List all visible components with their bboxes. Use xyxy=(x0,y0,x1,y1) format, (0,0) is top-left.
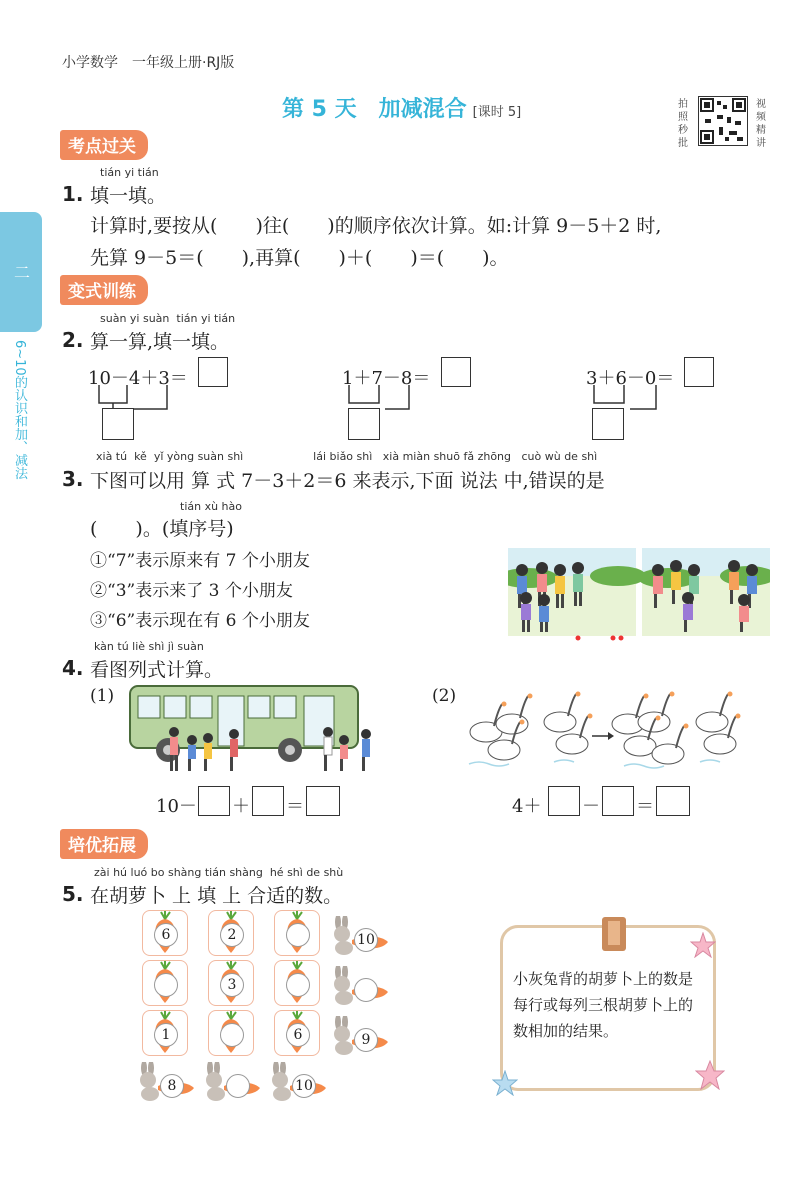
q1-title: 填一填。 xyxy=(90,185,167,207)
rabbit-with-carrot xyxy=(202,1062,264,1102)
carrot-cell[interactable] xyxy=(208,1010,254,1056)
q3-line2: ( )。(填序号) xyxy=(90,518,234,540)
q2-eq3: 3＋6－0＝ xyxy=(586,368,675,389)
q1-line1: 计算时,要按从( )往( )的顺序依次计算。如:计算 9－5＋2 时, xyxy=(90,215,662,237)
carrot-cell[interactable] xyxy=(274,1010,320,1056)
qr-left-label: 拍照秒批 xyxy=(678,99,688,149)
q3-option-3: ③“6”表示现在有 6 个小朋友 xyxy=(90,611,310,631)
answer-box[interactable] xyxy=(198,357,228,387)
side-tab-number: 二 xyxy=(14,263,31,282)
q5-title: 在胡萝卜 上 填 上 合适的数。 xyxy=(90,885,343,907)
carrot-number[interactable] xyxy=(154,973,178,997)
q1-number: 1. xyxy=(62,182,84,206)
qr-code-icon[interactable] xyxy=(698,96,748,146)
carrot-number: 2 xyxy=(220,923,244,947)
q3-pinyin2: tián xù hào xyxy=(180,500,242,513)
children-illustration xyxy=(508,548,770,642)
carrot-cell[interactable] xyxy=(208,960,254,1006)
rabbit-sum-number: 8 xyxy=(160,1074,184,1098)
star-icon xyxy=(492,1070,518,1096)
q2-eq2: 1＋7－8＝ xyxy=(342,368,431,389)
rabbit-with-carrot xyxy=(136,1062,198,1102)
section-badge-3: 培优拓展 xyxy=(60,829,148,859)
rabbit-with-carrot xyxy=(268,1062,330,1102)
q2-pinyin: suàn yi suàn tián yi tián xyxy=(100,312,236,325)
title-text: 第 5 天 加减混合 xyxy=(282,97,467,122)
hint-text: 小灰兔背的胡萝卜上的数是每行或每列三根胡萝卜上的数相加的结果。 xyxy=(513,970,694,1040)
q3-option-1: ①“7”表示原来有 7 个小朋友 xyxy=(90,551,310,571)
q4-part1-label: (1) xyxy=(90,686,115,706)
q4-title: 看图列式计算。 xyxy=(90,659,224,681)
q1-pinyin: tián yi tián xyxy=(100,166,159,179)
q2-eq1: 10－4＋3＝ xyxy=(88,368,188,389)
carrot-cell[interactable] xyxy=(142,910,188,956)
section-badge-1: 考点过关 xyxy=(60,130,148,160)
carrot-number[interactable] xyxy=(286,923,310,947)
answer-box[interactable] xyxy=(306,786,340,816)
q3-line1: 下图可以用 算 式 7－3＋2＝6 来表示,下面 说法 中,错误的是 xyxy=(90,470,605,492)
rabbit-sum-number[interactable] xyxy=(354,978,378,1002)
answer-box[interactable] xyxy=(198,786,230,816)
q5-pinyin: zài hú luó bo shàng tián shàng hé shì de shù xyxy=(94,866,344,879)
bus-illustration xyxy=(128,682,380,778)
pin-icon xyxy=(596,915,632,955)
geese-illustration xyxy=(464,682,744,774)
q3-pinyin: xià tú kě yǐ yòng suàn shì lái biǎo shì xià miàn shuō fǎ zhōng cuò wù de shì xyxy=(96,450,598,463)
rabbit-with-carrot xyxy=(330,916,392,956)
q4-number: 4. xyxy=(62,656,84,680)
answer-box[interactable] xyxy=(684,357,714,387)
answer-box[interactable] xyxy=(548,786,580,816)
carrot-cell[interactable] xyxy=(208,910,254,956)
rabbit-sum-number: 10 xyxy=(354,928,378,952)
q5-number: 5. xyxy=(62,882,84,906)
rabbit-sum-number: 9 xyxy=(354,1028,378,1052)
q2-number: 2. xyxy=(62,328,84,352)
q1-line2: 先算 9－5＝( ),再算( )＋( )＝( )。 xyxy=(90,247,509,269)
carrot-cell[interactable] xyxy=(274,910,320,956)
answer-box[interactable] xyxy=(592,408,624,440)
q3-number: 3. xyxy=(62,467,84,491)
carrot-cell[interactable] xyxy=(142,960,188,1006)
star-icon xyxy=(690,932,716,958)
answer-box[interactable] xyxy=(348,408,380,440)
answer-box[interactable] xyxy=(252,786,284,816)
rabbit-sum-number[interactable] xyxy=(226,1074,250,1098)
qr-right-label: 视频精讲 xyxy=(756,99,766,149)
q2-title: 算一算,填一填。 xyxy=(90,331,230,353)
q3-option-2: ②“3”表示来了 3 个小朋友 xyxy=(90,581,293,601)
plus-sign: ＋ xyxy=(232,796,250,817)
carrot-number[interactable] xyxy=(286,973,310,997)
answer-box[interactable] xyxy=(656,786,690,816)
answer-box[interactable] xyxy=(441,357,471,387)
book-header: 小学数学 一年级上册·RJ版 xyxy=(62,55,235,71)
carrot-number: 3 xyxy=(220,973,244,997)
lesson-label: [课时 5] xyxy=(472,105,522,120)
answer-box[interactable] xyxy=(602,786,634,816)
carrot-cell[interactable] xyxy=(142,1010,188,1056)
q4-pinyin: kàn tú liè shì jì suàn xyxy=(94,640,204,653)
side-tab-label: 6~10的认识和加、减法 xyxy=(12,340,27,480)
minus-sign: － xyxy=(582,796,600,817)
carrot-number: 1 xyxy=(154,1023,178,1047)
rabbit-with-carrot xyxy=(330,966,392,1006)
carrot-cell[interactable] xyxy=(274,960,320,1006)
carrot-number: 6 xyxy=(154,923,178,947)
rabbit-with-carrot xyxy=(330,1016,392,1056)
q4-part2-label: (2) xyxy=(432,686,457,706)
star-icon xyxy=(695,1060,725,1090)
q4-eq2-prefix: 4＋ xyxy=(512,796,542,817)
equals-sign: ＝ xyxy=(636,796,654,817)
page-title xyxy=(282,92,521,123)
carrot-number: 6 xyxy=(286,1023,310,1047)
equals-sign: ＝ xyxy=(286,796,304,817)
q4-eq1-prefix: 10－ xyxy=(156,796,197,817)
section-badge-2: 变式训练 xyxy=(60,275,148,305)
carrot-number[interactable] xyxy=(220,1023,244,1047)
rabbit-sum-number: 10 xyxy=(292,1074,316,1098)
side-tab xyxy=(0,212,42,332)
answer-box[interactable] xyxy=(102,408,134,440)
